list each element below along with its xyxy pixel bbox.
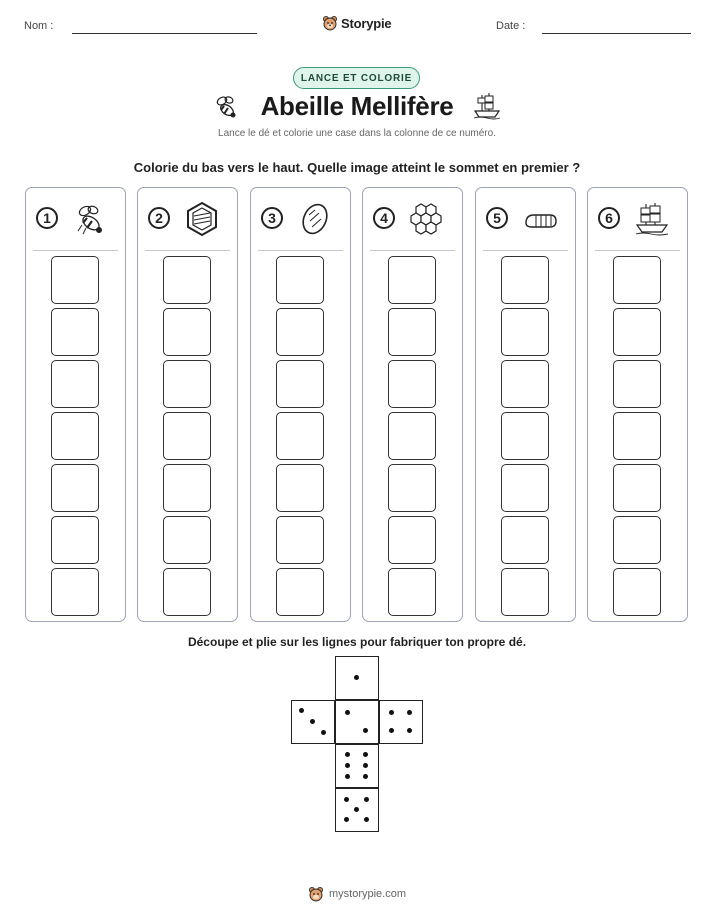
color-cell[interactable] [276,308,324,356]
color-cell[interactable] [163,412,211,460]
name-label: Nom : [24,20,54,32]
color-cell[interactable] [388,412,436,460]
die-pip [389,710,394,715]
storypie-logo [322,13,392,33]
cut-instruction: Découpe et plie sur les lignes pour fabriquer ton propre dé. [187,635,527,649]
column-divider [258,250,343,251]
die-number-badge: 4 [373,207,395,229]
hexagon-honeycomb-cell-icon [184,201,220,237]
honeycomb-icon [409,201,445,237]
die-pip [345,763,350,768]
color-cell[interactable] [163,516,211,564]
brand-name: Storypie [341,15,392,31]
coloring-instruction: Colorie du bas vers le haut. Quelle image atteint le sommet en premier ? [133,160,581,175]
color-cell[interactable] [613,308,661,356]
die-pip [363,774,368,779]
color-cell[interactable] [163,256,211,304]
die-pip [344,797,349,802]
color-cell[interactable] [501,360,549,408]
die-pip [310,719,315,724]
column-1 [25,187,126,622]
die-pip [345,710,350,715]
date-label: Date : [496,20,526,32]
die-face-2 [335,700,379,744]
die-pip [345,752,350,757]
column-header [476,188,575,250]
die-pip [389,728,394,733]
bee-icon [72,201,108,237]
die-face-4 [379,700,423,744]
color-cell[interactable] [501,516,549,564]
color-cell[interactable] [388,360,436,408]
color-cell[interactable] [501,464,549,512]
color-cell[interactable] [51,360,99,408]
color-cell[interactable] [163,568,211,616]
die-pip [363,763,368,768]
footer-url[interactable]: mystorypie.com [328,888,407,900]
page-title: Abeille Mellifère [260,91,454,121]
color-cell[interactable] [501,256,549,304]
color-cell[interactable] [613,360,661,408]
die-pip [354,807,359,812]
page-subtitle: Lance le dé et colorie une case dans la colonne de ce numéro. [218,128,496,139]
bear-face-icon [308,886,324,902]
color-cell[interactable] [276,464,324,512]
color-cell[interactable] [501,308,549,356]
color-cell[interactable] [388,516,436,564]
larva-icon [522,201,558,237]
color-cell[interactable] [613,516,661,564]
die-pip [344,817,349,822]
die-number-badge: 2 [148,207,170,229]
color-cell[interactable] [51,308,99,356]
color-cell[interactable] [163,308,211,356]
die-face-6 [335,744,379,788]
column-header [363,188,462,250]
column-6 [587,187,688,622]
color-cell[interactable] [388,568,436,616]
color-cell[interactable] [276,412,324,460]
color-cell[interactable] [388,308,436,356]
color-cell[interactable] [388,464,436,512]
column-header [26,188,125,250]
column-divider [145,250,230,251]
color-cell[interactable] [276,568,324,616]
die-face-3 [291,700,335,744]
column-divider [595,250,680,251]
color-cell[interactable] [51,516,99,564]
die-face-1 [335,656,379,700]
color-cell[interactable] [501,412,549,460]
die-pip [321,730,326,735]
color-cell[interactable] [276,516,324,564]
die-number-badge: 5 [486,207,508,229]
color-cell[interactable] [51,412,99,460]
die-pip [364,797,369,802]
color-cell[interactable] [276,256,324,304]
color-cell[interactable] [163,360,211,408]
sailing-ship-icon [634,201,670,237]
name-line[interactable] [72,33,257,34]
column-3 [250,187,351,622]
die-number-badge: 3 [261,207,283,229]
column-divider [370,250,455,251]
column-header [588,188,687,250]
die-number-badge: 6 [598,207,620,229]
color-cell[interactable] [51,568,99,616]
footer [0,886,714,902]
column-header [138,188,237,250]
column-header [251,188,350,250]
color-cell[interactable] [613,412,661,460]
column-divider [33,250,118,251]
color-cell[interactable] [163,464,211,512]
color-cell[interactable] [613,256,661,304]
date-line[interactable] [542,33,691,34]
die-pip [363,752,368,757]
column-5 [475,187,576,622]
bread-loaf-icon [297,201,333,237]
die-face-5 [335,788,379,832]
sailing-ship-icon [472,91,502,121]
die-pip [407,710,412,715]
color-cell[interactable] [276,360,324,408]
activity-badge: LANCE ET COLORIE [293,67,420,89]
bear-face-icon [322,15,338,31]
color-cell[interactable] [51,464,99,512]
color-cell[interactable] [501,568,549,616]
die-number-badge: 1 [36,207,58,229]
die-pip [345,774,350,779]
column-divider [483,250,568,251]
color-cell[interactable] [388,256,436,304]
color-cell[interactable] [51,256,99,304]
die-pip [363,728,368,733]
die-pip [407,728,412,733]
color-cell[interactable] [613,464,661,512]
die-pip [354,675,359,680]
column-2 [137,187,238,622]
column-4 [362,187,463,622]
die-pip [299,708,304,713]
die-pip [364,817,369,822]
color-cell[interactable] [613,568,661,616]
